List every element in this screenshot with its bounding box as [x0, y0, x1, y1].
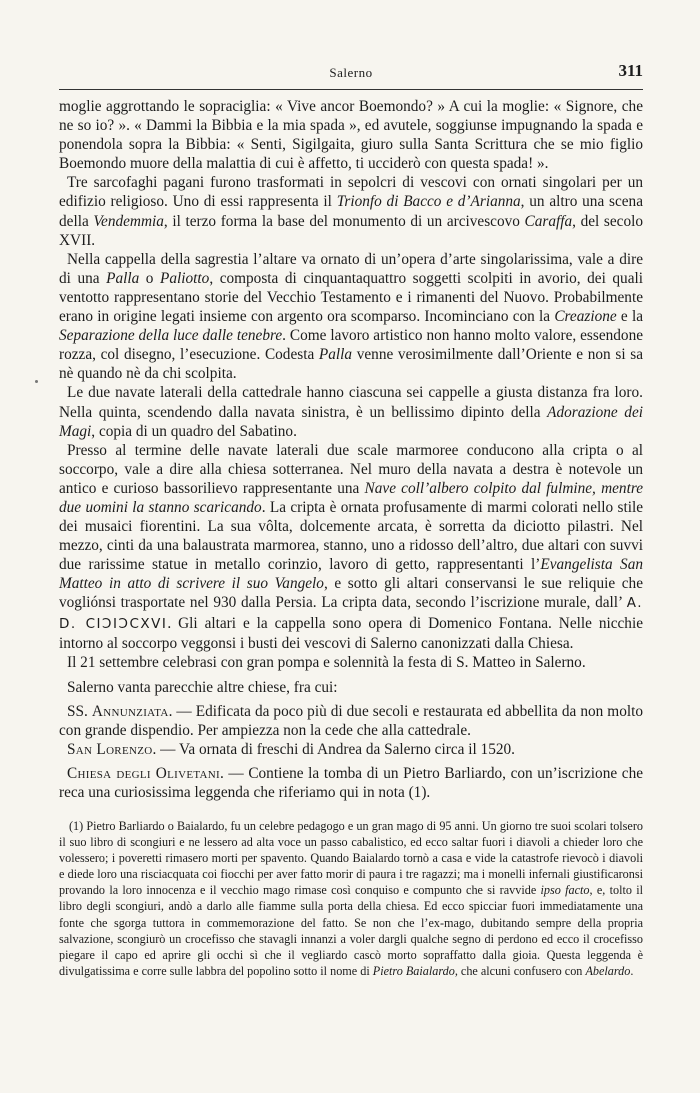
text-run: moglie aggrottando le sopraciglia: « Vive ancor Boemondo? » A cui la moglie: « Signore, che ne so io? ». « Dammi la Bibbia e la mia spada », ed avutele, soggiunse impugnando la spada e ponendola sopra la Bibbia: « Senti, Sigilgaita, giuro sulla Santa Scrittura che se mio figlio Boemondo muore della malattia di cui è affetto, ti ucciderò con questa spada! ». — [59, 98, 643, 173]
text-run: , che alcuni confusero con — [454, 963, 586, 978]
church-name: Annunziata — [91, 702, 169, 720]
paragraph — [59, 678, 643, 697]
italic-phrase: Trionfo di Bacco e d’Arianna — [336, 193, 521, 211]
church-entry — [59, 702, 643, 740]
italic-phrase: Separazione della luce dalle tenebre — [59, 327, 283, 345]
text-run: (1) Pietro Barliardo o Baialardo, fu un celebre pedagogo e un gran mago di 95 anni. Un giorno tre suoi scolari tolsero il suo libro di scongiuri e ne lessero ad alta voce un passo cabalistico, ed ecco saltar fuori i diavoli a chieder loro che volessero; i poveretti rimasero morti per spavento. Quando Baialardo tornò a casa e vide la catastrofe rievocò i diavoli e diede loro una risciacquata coi fiocchi per aver fatto morir di paura i tre ragazzi; ma i monelli infernali giustificaronsi provando la loro innocenza e il vecchio mago rimase così conquiso e compunto che si ravvide — [59, 819, 643, 898]
main-text — [59, 97, 643, 802]
text-run: . — Contiene la tomba di un Pietro Barliardo, con un’iscrizione che reca una curiosissima leggenda che riferiamo qui in nota (1). — [59, 765, 644, 802]
text-run: , un altro una scena della — [59, 193, 643, 230]
text-run: SS. — [67, 702, 92, 720]
text-run: . La cripta è ornata profusamente di marmi colorati nello stile dei musaici fiorentini. La sua vôlta, dolcemente arcata, è sorretta da diciotto pilastri. Nel mezzo, cinti da una balaustrata marmorea, stanno, uno a ridosso dell’altro, due altari con suvvi due rarissime statue in metallo corinzio, lavoro di getto, rappresentanti l’ — [59, 498, 643, 574]
paragraph — [59, 383, 643, 440]
header-rule — [59, 89, 643, 90]
footnote — [59, 818, 643, 979]
paragraph — [59, 653, 643, 672]
text-run: Presso al termine delle navate laterali due scale marmoree conducono alla cripta o al soccorpo, vale a dire alla chiesa sotterranea. Nel muro della navata a destra è notevole un antico e curioso bassorilievo rappresentante una — [59, 441, 643, 497]
text-run: Il 21 settembre celebrasi con gran pompa e solennità la festa di S. Matteo in Salerno. — [67, 653, 586, 671]
text-run: Salerno vanta parecchie altre chiese, fra cui: — [67, 678, 338, 696]
italic-phrase: Nave coll’albero colpito dal fulmine, mentre due uomini la stanno scaricando — [59, 479, 643, 516]
italic-phrase: Pietro Baialardo — [372, 963, 455, 978]
page-number: 311 — [618, 61, 643, 80]
running-header — [59, 61, 643, 85]
italic-phrase: ipso facto — [540, 883, 590, 898]
text-run: . Gli altari e la cappella sono opera di Domenico Fontana. Nelle nicchie intorno al soccorpo veggonsi i busti dei vescovi di Salerno canonizzati dalla Chiesa. — [59, 614, 643, 652]
church-name: San Lorenzo — [67, 741, 153, 759]
italic-phrase: Adorazione dei Magi — [59, 403, 643, 440]
church-entry — [59, 740, 643, 759]
text-run: , il terzo forma la base del monumento di un arcivescovo — [163, 212, 525, 230]
italic-phrase: Evangelista San Matteo in atto di scrivere il suo Vangelo — [59, 556, 644, 593]
paragraph — [59, 250, 643, 384]
italic-phrase: Abelardo — [585, 963, 631, 978]
text-run: . — Edificata da poco più di due secoli e restaurata ed abbellita da non molto con grande dispendio. Per ampiezza non la cede che alla cattedrale. — [59, 702, 643, 739]
text-run: e la — [616, 308, 643, 326]
text-run: . — Va ornata di freschi di Andrea da Salerno circa il 1520. — [152, 741, 515, 759]
text-run: , composta di cinquantaquattro soggetti scolpiti in avorio, dei quali ventotto rappresentano storie del Vecchio Testamento e i rimanenti del Nuovo. Probabilmente erano in origine legati insieme con argento ora scomparso. Incominciano con la — [59, 269, 643, 326]
church-name: Chiesa degli Olivetani — [67, 765, 220, 783]
italic-phrase: Creazione — [554, 308, 617, 326]
italic-phrase: Vendemmia — [93, 212, 164, 230]
italic-phrase: Palla — [106, 269, 140, 287]
text-run: Nella cappella della sagrestia l’altare va ornato di un’opera d’arte singolarissima, vale a dire di una — [59, 250, 643, 287]
church-entry — [59, 764, 643, 802]
footnote-text — [59, 818, 643, 979]
text-run: venne verosimilmente dall’Oriente e non si sa nè quando nè da chi scolpita. — [59, 346, 643, 383]
text-run: , e sotto gli altari conservansi le sue reliquie che vogliónsi trasportate nel 930 dalla Persia. La cripta data, secondo l’iscrizione murale, dall’ — [59, 575, 643, 612]
text-run: . Come lavoro artistico non hanno molto valore, essendone rozza, col disegno, l’esecuzione. Codesta — [59, 327, 644, 364]
italic-phrase: Palla — [318, 346, 353, 364]
text-run: , del secolo XVII. — [59, 212, 643, 249]
text-run: Tre sarcofaghi pagani furono trasformati in sepolcri di vescovi con ornati singolari per un edifizio religioso. Uno di essi rappresenta il — [59, 174, 643, 211]
text-run: , e, tolto il libro degli scongiuri, andò a darlo alle fiamme sulla porta della chiesa. Ed ecco spicciar fuori immediatamente una fonte che sgorga tuttora in commemorazione del fatto. Se non che l’ex-mago, dubitando sempre della propria salvazione, scongiurò un crocefisso che stavagli innanzi a voler dargli qualche segno di perdono ed ecco il crocefisso piegare il capo ed aprire gli occhi sì che il vegliardo cascò morto sopraffatto dalla gioia. Questa leggenda è divulgatissima e corre sulle labbra del popolino sotto il nome di — [59, 883, 643, 978]
paragraph — [59, 97, 643, 173]
text-run: Le due navate laterali della cattedrale hanno ciascuna sei cappelle a giusta distanza fra loro. Nella quinta, scendendo dalla navata sinistra, è un bellissimo dipinto della — [59, 384, 643, 421]
running-title: Salerno — [329, 65, 373, 80]
text-run: . — [630, 963, 634, 978]
paragraph — [59, 173, 643, 249]
italic-phrase: Paliotto — [160, 269, 210, 287]
page-speck — [35, 380, 38, 383]
inscription-date: A. D. CIƆIƆCXVI — [59, 595, 643, 632]
italic-phrase: Caraffa — [524, 212, 573, 230]
text-run: o — [139, 269, 161, 287]
text-run: , copia di un quadro del Sabatino. — [91, 422, 297, 440]
paragraph — [59, 441, 643, 653]
